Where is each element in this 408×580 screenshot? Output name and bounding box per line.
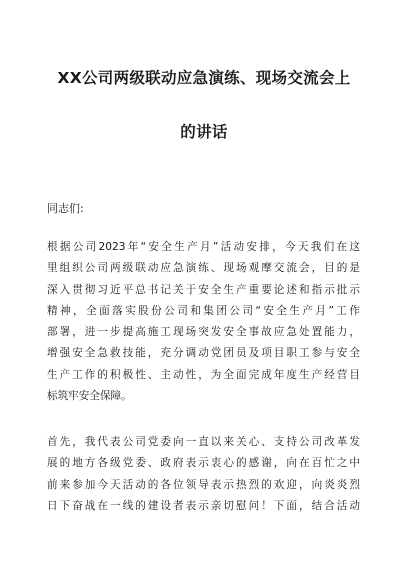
paragraph-line: 前来参加今天活动的各位领导表示热烈的欢迎，向炎炎烈 bbox=[47, 478, 360, 491]
paragraph-2 bbox=[47, 432, 360, 517]
paragraph-line: 里组织公司两级联动应急演练、现场观摩交流会，目的是 bbox=[47, 262, 360, 275]
paragraph-line: 展的地方各级党委、政府表示衷心的感谢，向在百忙之中 bbox=[47, 457, 360, 470]
paragraph-1 bbox=[47, 237, 360, 407]
paragraph-line: 标筑牢安全保障。 bbox=[47, 390, 132, 403]
paragraph-line: 根据公司2023年“安全生产月”活动安排，今天我们在这 bbox=[47, 241, 360, 253]
paragraph-line: 部署，进一步提高施工现场突发安全事故应急处置能力， bbox=[47, 326, 360, 339]
paragraph-line: 日下奋战在一线的建设者表示亲切慰问！下面，结合活动 bbox=[47, 499, 360, 512]
paragraph-line: 深入贯彻习近平总书记关于安全生产重要论述和指示批示 bbox=[47, 283, 360, 296]
paragraph-line: 首先，我代表公司党委向一直以来关心、支持公司改革发 bbox=[47, 436, 360, 448]
document-title-line-1: XX公司两级联动应急演练、现场交流会上 bbox=[57, 69, 351, 87]
greeting: 同志们: bbox=[47, 202, 84, 215]
paragraph-line: 精神，全面落实股份公司和集团公司“安全生产月”工作 bbox=[47, 304, 360, 317]
document-title-line-2: 的讲话 bbox=[180, 123, 228, 141]
paragraph-line: 增强安全急救技能，充分调动党团员及项目职工参与安全 bbox=[47, 347, 360, 360]
paragraph-line: 生产工作的积极性、主动性，为全面完成年度生产经营目 bbox=[47, 368, 360, 381]
